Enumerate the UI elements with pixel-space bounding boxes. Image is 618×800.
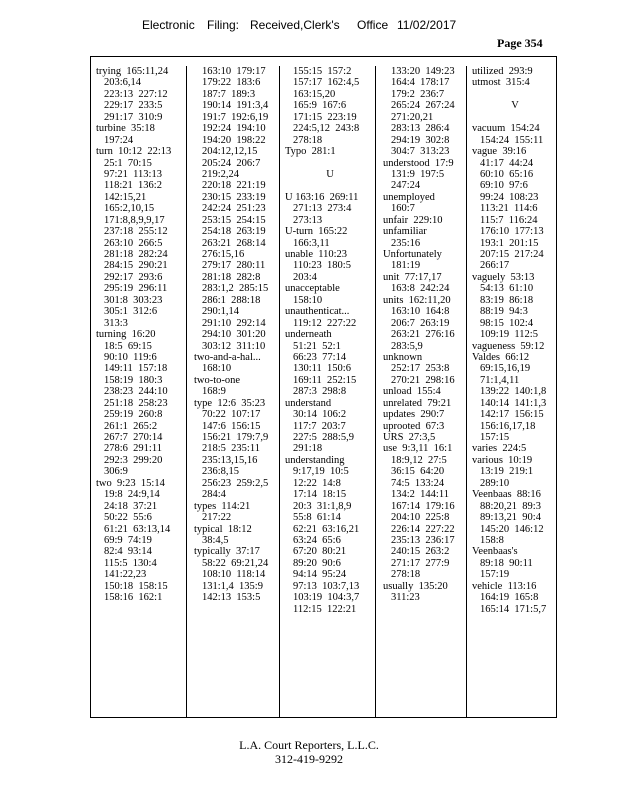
index-page-refs: 235:13,15,16 bbox=[202, 454, 258, 466]
index-entry: utmost 315:4 bbox=[472, 77, 530, 89]
index-page-refs: 157:15 bbox=[480, 432, 510, 443]
index-page-refs: 98:15 102:4 bbox=[480, 317, 534, 329]
index-page-refs: 283:13 286:4 bbox=[391, 123, 450, 135]
header-date: 11/02/2017 bbox=[397, 18, 457, 32]
index-page-refs: 193:1 201:15 bbox=[480, 237, 539, 249]
index-page-refs: 223:13 227:12 bbox=[104, 88, 168, 100]
index-page-refs: 254:18 263:19 bbox=[202, 226, 266, 238]
index-page-refs: 88:20,21 89:3 bbox=[480, 500, 541, 512]
index-column-2 bbox=[186, 66, 279, 717]
index-page-refs: 89:18 90:11 bbox=[480, 557, 533, 569]
index-page-refs: 66:23 77:14 bbox=[293, 351, 347, 363]
index-page-refs: 149:11 157:18 bbox=[104, 363, 168, 375]
index-page-refs: 284:15 290:21 bbox=[104, 260, 168, 272]
index-page-refs: 313:3 bbox=[104, 317, 128, 329]
index-page-refs: 289:10 bbox=[480, 477, 510, 489]
index-page-refs: 169:11 252:15 bbox=[293, 374, 357, 386]
index-page-refs: 237:18 255:12 bbox=[104, 226, 168, 238]
index-page-refs: 263:21 276:16 bbox=[391, 329, 455, 341]
index-page-refs: 291:18 bbox=[293, 443, 323, 455]
index-entry: turn 10:12 22:13 bbox=[96, 146, 172, 158]
index-page-refs: 156:21 179:7,9 bbox=[202, 432, 269, 443]
index-page-refs: 147:6 156:15 bbox=[202, 420, 261, 432]
index-page-refs: 62:21 63:16,21 bbox=[293, 523, 360, 535]
index-page-refs: 119:12 227:22 bbox=[293, 317, 357, 329]
index-page-refs: 224:5,12 243:8 bbox=[293, 123, 360, 135]
index-page-refs: 283:5,9 bbox=[391, 340, 423, 352]
index-page-refs: 117:7 203:7 bbox=[293, 420, 346, 432]
index-entry: unemployed bbox=[383, 191, 435, 203]
header-office: Office bbox=[357, 18, 389, 32]
index-page-refs: 278:18 bbox=[293, 134, 323, 146]
index-page-refs: 163:15,20 bbox=[293, 88, 336, 100]
index-entry: unknown bbox=[383, 351, 423, 363]
index-page-refs: 168:9 bbox=[202, 386, 226, 398]
index-page-refs: 227:5 288:5,9 bbox=[293, 432, 354, 443]
index-page-refs: 290:1,14 bbox=[202, 306, 240, 318]
index-page-refs: 219:2,24 bbox=[202, 168, 240, 180]
index-page-refs: 115:7 116:24 bbox=[480, 214, 538, 226]
index-page-refs: 194:20 198:22 bbox=[202, 134, 266, 146]
index-page-refs: 60:10 65:16 bbox=[480, 168, 534, 180]
index-page-refs: 13:19 219:1 bbox=[480, 466, 534, 478]
index-page-refs: 279:17 280:11 bbox=[202, 260, 266, 272]
index-page-refs: 99:24 108:23 bbox=[480, 191, 539, 203]
index-page-refs: 54:13 61:10 bbox=[480, 283, 534, 295]
index-column-3 bbox=[279, 66, 375, 717]
index-page-refs: 281:18 282:8 bbox=[202, 271, 261, 283]
index-page-refs: 89:13,21 90:4 bbox=[480, 512, 541, 524]
index-page-refs: 9:17,19 10:5 bbox=[293, 466, 349, 478]
index-page-refs: 140:14 141:1,3 bbox=[480, 397, 547, 409]
index-page-refs: 158:16 162:1 bbox=[104, 592, 163, 604]
index-entry: typically 37:17 bbox=[194, 546, 260, 558]
index-page-refs: 294:19 302:8 bbox=[391, 134, 450, 146]
index-entry: unfamiliar bbox=[383, 226, 427, 238]
index-page-refs: 271:13 273:4 bbox=[293, 203, 352, 215]
index-page-refs: 38:4,5 bbox=[202, 534, 229, 546]
index-page-refs: 150:18 158:15 bbox=[104, 580, 168, 592]
index-page-refs: 113:21 114:6 bbox=[480, 203, 538, 215]
index-entry bbox=[285, 180, 375, 191]
index-page-refs: 158:19 180:3 bbox=[104, 374, 163, 386]
index-entry: type 12:6 35:23 bbox=[194, 397, 266, 409]
index-page-refs: 304:7 313:23 bbox=[391, 146, 450, 158]
index-page-refs: 94:14 95:24 bbox=[293, 569, 347, 581]
index-column-1 bbox=[91, 66, 186, 717]
index-page-refs: 157:19 bbox=[480, 569, 510, 581]
index-page-refs: 295:19 296:11 bbox=[104, 283, 168, 295]
index-page-refs: 115:5 130:4 bbox=[104, 557, 157, 569]
index-page-refs: 263:10 266:5 bbox=[104, 237, 163, 249]
index-page-refs: 229:17 233:5 bbox=[104, 100, 163, 112]
index-page-refs: 179:2 236:7 bbox=[391, 88, 445, 100]
index-page-refs: 218:5 235:11 bbox=[202, 443, 260, 455]
index-page-refs: 217:22 bbox=[202, 512, 232, 524]
index-page-refs: 18:9,12 27:5 bbox=[391, 454, 447, 466]
index-entry: underneath bbox=[285, 329, 332, 341]
index-entry: unacceptable bbox=[285, 283, 340, 295]
index-page-refs: 187:7 189:3 bbox=[202, 88, 256, 100]
index-page-refs: 89:20 90:6 bbox=[293, 557, 341, 569]
index-page-refs: 266:17 bbox=[480, 260, 510, 272]
index-page-refs: 55:8 61:14 bbox=[293, 512, 341, 524]
index-entry: use 9:3,11 16:1 bbox=[383, 443, 453, 455]
index-page-refs: 292:17 293:6 bbox=[104, 271, 163, 283]
index-page-refs: 181:19 bbox=[391, 260, 421, 272]
index-entry: vaguely 53:13 bbox=[472, 271, 535, 283]
index-page-refs: 165:9 167:6 bbox=[293, 100, 347, 112]
index-page-refs: 294:10 301:20 bbox=[202, 329, 266, 341]
index-page-refs: 108:10 118:14 bbox=[202, 569, 266, 581]
index-page-refs: 276:15,16 bbox=[202, 249, 245, 260]
index-column-5 bbox=[466, 66, 558, 717]
index-page-refs: 131:1,4 135:9 bbox=[202, 580, 263, 592]
index-page-refs: 165:2,10,15 bbox=[104, 203, 155, 215]
index-entry: varies 224:5 bbox=[472, 443, 527, 455]
index-page-refs: 287:3 298:8 bbox=[293, 386, 347, 398]
index-page-refs: 204:10 225:8 bbox=[391, 512, 450, 524]
index-page-refs: 36:15 64:20 bbox=[391, 466, 445, 478]
index-entry: U-turn 165:22 bbox=[285, 226, 348, 238]
index-page-refs: 112:15 122:21 bbox=[293, 603, 357, 615]
index-entry bbox=[472, 89, 558, 100]
index-page-refs: 197:24 bbox=[104, 134, 134, 146]
index-page-refs: 265:24 267:24 bbox=[391, 100, 455, 112]
index-page-refs: 192:24 194:10 bbox=[202, 123, 266, 135]
index-page-refs: 24:18 37:21 bbox=[104, 500, 158, 512]
index-entry: Unfortunately bbox=[383, 249, 442, 260]
index-page-refs: 20:3 31:1,8,9 bbox=[293, 500, 352, 512]
reporter-name: L.A. Court Reporters, L.L.C. bbox=[239, 738, 379, 752]
index-entry: Veenbaas 88:16 bbox=[472, 489, 541, 501]
index-entry: unload 155:4 bbox=[383, 386, 441, 398]
index-page-refs: 158:8 bbox=[480, 534, 504, 546]
index-page-refs: 51:21 52:1 bbox=[293, 340, 341, 352]
index-entry: vacuum 154:24 bbox=[472, 123, 540, 135]
index-entry: typical 18:12 bbox=[194, 523, 252, 535]
index-page-refs: 18:5 69:15 bbox=[104, 340, 152, 352]
index-page-refs: 30:14 106:2 bbox=[293, 409, 347, 421]
index-page-refs: 270:21 298:16 bbox=[391, 374, 455, 386]
index-page-refs: 167:14 179:16 bbox=[391, 500, 455, 512]
index-page-refs: 291:10 292:14 bbox=[202, 317, 266, 329]
index-page-refs: 139:22 140:1,8 bbox=[480, 386, 547, 398]
index-entry: unable 110:23 bbox=[285, 249, 348, 260]
index-page-refs: 203:6,14 bbox=[104, 77, 142, 89]
index-page-refs: 253:15 254:15 bbox=[202, 214, 266, 226]
index-page-refs: 168:10 bbox=[202, 363, 232, 375]
index-page-refs: 171:15 223:19 bbox=[293, 111, 357, 123]
index-page-refs: 240:15 263:2 bbox=[391, 546, 450, 558]
index-entry: turning 16:20 bbox=[96, 329, 156, 341]
index-entry: various 10:19 bbox=[472, 454, 533, 466]
index-page-refs: 191:7 192:6,19 bbox=[202, 111, 269, 123]
index-entry: two-and-a-hal... bbox=[194, 351, 261, 363]
index-page-refs: 263:21 268:14 bbox=[202, 237, 266, 249]
index-page-refs: 278:18 bbox=[391, 569, 421, 581]
index-page-refs: 142:17 156:15 bbox=[480, 409, 544, 421]
index-page-refs: 235:13 236:17 bbox=[391, 534, 455, 546]
index-entry: U 163:16 269:11 bbox=[285, 191, 359, 203]
index-page-refs: 252:17 253:8 bbox=[391, 363, 450, 375]
index-page-refs: 267:7 270:14 bbox=[104, 432, 163, 443]
index-page-refs: 166:3,11 bbox=[293, 237, 330, 249]
index-page-refs: 61:21 63:13,14 bbox=[104, 523, 171, 535]
index-page-refs: 235:16 bbox=[391, 237, 421, 249]
index-page-refs: 236:8,15 bbox=[202, 466, 240, 478]
index-page-refs: 90:10 119:6 bbox=[104, 351, 157, 363]
index-entry: two-to-one bbox=[194, 374, 241, 386]
index-page-refs: 226:14 227:22 bbox=[391, 523, 455, 535]
index-page-refs: 142:13 153:5 bbox=[202, 592, 261, 604]
index-page-refs: 97:21 113:13 bbox=[104, 168, 162, 180]
index-page-refs: 205:24 206:7 bbox=[202, 157, 261, 169]
word-index-table bbox=[90, 56, 557, 718]
index-entry bbox=[472, 112, 558, 123]
index-section-letter: U bbox=[326, 168, 334, 180]
index-entry: Veenbaas's bbox=[472, 546, 518, 558]
index-page-refs: 63:24 65:6 bbox=[293, 534, 341, 546]
index-page-refs: 220:18 221:19 bbox=[202, 180, 266, 192]
index-page-refs: 165:14 171:5,7 bbox=[480, 603, 547, 615]
index-entry: Valdes 66:12 bbox=[472, 351, 530, 363]
index-entry: trying 165:11,24 bbox=[96, 66, 169, 77]
index-entry: two 9:23 15:14 bbox=[96, 477, 165, 489]
index-page-refs: 158:10 bbox=[293, 294, 323, 306]
index-page-refs: 259:19 260:8 bbox=[104, 409, 163, 421]
index-entry: understood 17:9 bbox=[383, 157, 454, 169]
index-entry: Typo 281:1 bbox=[285, 146, 336, 158]
index-entry: vague 39:16 bbox=[472, 146, 527, 158]
index-page-refs: 283:1,2 285:15 bbox=[202, 283, 269, 295]
index-page-refs: 179:22 183:6 bbox=[202, 77, 261, 89]
index-entry: unit 77:17,17 bbox=[383, 271, 442, 283]
index-page-refs: 97:13 103:7,13 bbox=[293, 580, 360, 592]
index-page-refs: 164:19 165:8 bbox=[480, 592, 539, 604]
index-page-refs: 247:24 bbox=[391, 180, 421, 192]
index-page-refs: 286:1 288:18 bbox=[202, 294, 261, 306]
index-column-4 bbox=[375, 66, 466, 717]
index-entry: vagueness 59:12 bbox=[472, 340, 545, 352]
index-page-refs: 203:4 bbox=[293, 271, 317, 283]
index-page-refs: 271:20,21 bbox=[391, 111, 434, 123]
index-page-refs: 206:7 263:19 bbox=[391, 317, 450, 329]
index-page-refs: 118:21 136:2 bbox=[104, 180, 162, 192]
index-page-refs: 67:20 80:21 bbox=[293, 546, 347, 558]
index-page-refs: 190:14 191:3,4 bbox=[202, 100, 269, 112]
index-entry: updates 290:7 bbox=[383, 409, 445, 421]
index-entry: utilized 293:9 bbox=[472, 66, 533, 77]
page-number: Page 354 bbox=[497, 36, 543, 50]
filing-header bbox=[0, 18, 618, 38]
index-page-refs: 163:8 242:24 bbox=[391, 283, 450, 295]
index-page-refs: 207:15 217:24 bbox=[480, 249, 544, 260]
index-page-refs: 303:12 311:10 bbox=[202, 340, 266, 352]
index-entry: types 114:21 bbox=[194, 500, 251, 512]
index-page-refs: 311:23 bbox=[391, 592, 420, 604]
index-page-refs: 230:15 233:19 bbox=[202, 191, 266, 203]
index-entry: unfair 229:10 bbox=[383, 214, 443, 226]
index-entry: understanding bbox=[285, 454, 345, 466]
index-page-refs: 155:15 157:2 bbox=[293, 66, 352, 77]
index-page-refs: 141:22,23 bbox=[104, 569, 147, 581]
index-page-refs: 281:18 282:24 bbox=[104, 249, 168, 260]
index-page-refs: 273:13 bbox=[293, 214, 323, 226]
index-section-letter: V bbox=[511, 100, 519, 112]
index-page-refs: 291:17 310:9 bbox=[104, 111, 163, 123]
index-page-refs: 19:8 24:9,14 bbox=[104, 489, 160, 501]
index-page-refs: 278:6 291:11 bbox=[104, 443, 162, 455]
index-page-refs: 110:23 180:5 bbox=[293, 260, 351, 272]
index-page-refs: 74:5 133:24 bbox=[391, 477, 445, 489]
index-page-refs: 69:9 74:19 bbox=[104, 534, 152, 546]
index-page-refs: 238:23 244:10 bbox=[104, 386, 168, 398]
index-page-refs: 134:2 144:11 bbox=[391, 489, 449, 501]
index-page-refs: 256:23 259:2,5 bbox=[202, 477, 269, 489]
index-entry: unauthenticat... bbox=[285, 306, 350, 318]
index-page-refs: 25:1 70:15 bbox=[104, 157, 152, 169]
index-page-refs: 82:4 93:14 bbox=[104, 546, 152, 558]
index-page-refs: 301:8 303:23 bbox=[104, 294, 163, 306]
header-received: Received,Clerk's bbox=[250, 18, 340, 32]
index-page-refs: 261:1 265:2 bbox=[104, 420, 158, 432]
index-page-refs: 163:10 164:8 bbox=[391, 306, 450, 318]
index-page-refs: 306:9 bbox=[104, 466, 128, 478]
index-page-refs: 157:17 162:4,5 bbox=[293, 77, 360, 89]
index-page-refs: 50:22 55:6 bbox=[104, 512, 152, 524]
index-page-refs: 305:1 312:6 bbox=[104, 306, 158, 318]
index-entry bbox=[285, 158, 375, 169]
header-filing: Filing: bbox=[207, 18, 240, 32]
index-page-refs: 41:17 44:24 bbox=[480, 157, 534, 169]
index-page-refs: 145:20 146:12 bbox=[480, 523, 544, 535]
index-entry: unrelated 79:21 bbox=[383, 397, 452, 409]
index-page-refs: 133:20 149:23 bbox=[391, 66, 455, 77]
header-electronic: Electronic bbox=[142, 18, 195, 32]
index-page-refs: 163:10 179:17 bbox=[202, 66, 266, 77]
index-page-refs: 109:19 112:5 bbox=[480, 329, 538, 341]
index-entry: vehicle 113:16 bbox=[472, 580, 537, 592]
index-page-refs: 292:3 299:20 bbox=[104, 454, 163, 466]
index-page-refs: 242:24 251:23 bbox=[202, 203, 266, 215]
index-page-refs: 83:19 86:18 bbox=[480, 294, 534, 306]
index-page-refs: 70:22 107:17 bbox=[202, 409, 261, 421]
index-page-refs: 156:16,17,18 bbox=[480, 420, 536, 432]
index-entry: uprooted 67:3 bbox=[383, 420, 445, 432]
index-page-refs: 271:17 277:9 bbox=[391, 557, 450, 569]
index-page-refs: 171:8,8,9,9,17 bbox=[104, 214, 165, 226]
index-entry: URS 27:3,5 bbox=[383, 432, 436, 443]
index-page-refs: 284:4 bbox=[202, 489, 226, 501]
index-page-refs: 69:15,16,19 bbox=[480, 363, 531, 375]
index-page-refs: 131:9 197:5 bbox=[391, 168, 445, 180]
index-page-refs: 154:24 155:11 bbox=[480, 134, 544, 146]
index-page-refs: 71:1,4,11 bbox=[480, 374, 520, 386]
index-page-refs: 69:10 97:6 bbox=[480, 180, 528, 192]
index-entry: understand bbox=[285, 397, 332, 409]
index-page-refs: 130:11 150:6 bbox=[293, 363, 351, 375]
index-page-refs: 142:15,21 bbox=[104, 191, 147, 203]
index-page-refs: 12:22 14:8 bbox=[293, 477, 341, 489]
index-page-refs: 103:19 104:3,7 bbox=[293, 592, 360, 604]
index-page-refs: 160:7 bbox=[391, 203, 415, 215]
index-page-refs: 204:12,12,15 bbox=[202, 146, 258, 158]
index-entry: units 162:11,20 bbox=[383, 294, 451, 306]
index-entry: turbine 35:18 bbox=[96, 123, 155, 135]
index-page-refs: 58:22 69:21,24 bbox=[202, 557, 269, 569]
index-page-refs: 88:19 94:3 bbox=[480, 306, 528, 318]
index-page-refs: 17:14 18:15 bbox=[293, 489, 347, 501]
index-page-refs: 164:4 178:17 bbox=[391, 77, 450, 89]
index-page-refs: 176:10 177:13 bbox=[480, 226, 544, 238]
reporter-phone: 312-419-9292 bbox=[275, 752, 343, 766]
index-page-refs: 251:18 258:23 bbox=[104, 397, 168, 409]
index-entry: usually 135:20 bbox=[383, 580, 448, 592]
